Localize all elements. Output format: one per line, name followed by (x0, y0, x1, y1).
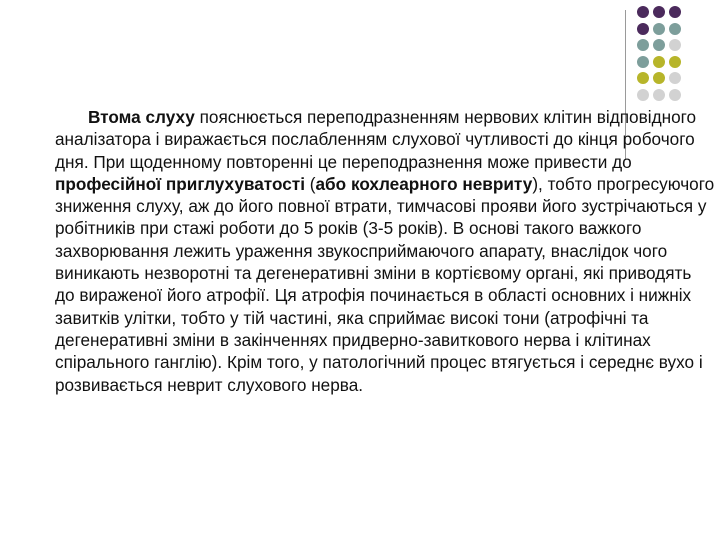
decorative-dot (637, 72, 649, 84)
decorative-dot (637, 89, 649, 101)
term-hearing-fatigue: Втома слуху (88, 107, 195, 127)
decorative-dot (653, 6, 665, 18)
text-segment: ( (305, 173, 316, 194)
decorative-dot (637, 6, 649, 18)
decorative-dot (637, 23, 649, 35)
decorative-dot (669, 72, 681, 84)
text-segment: ), тобто прогресуючого зниження слуху, аж до його повної втрати, тимчасові прояви його зустрічаються у робітників при стажі роботи до 5 років (3-5 років). В основі такого важкого захворювання лежить ураження звукосприймаючого апарату, внаслідок чого виникають незворотні та дегенеративні зміни в кортієвому органі, які приводять до вираженої його атрофії. Ця атрофія починається в області основних і нижніх завитків улітки, тобто у тій частині, яка сприймає високі тони (атрофічні та дегенеративні зміни в закінченнях придверно-завиткового нерва і клітинах спірального ганглію). Крім того, у патологічний процес втягується і середнє вухо і розвивається неврит слухового нерва. (55, 173, 715, 395)
decorative-dot (669, 6, 681, 18)
decorative-dot (653, 23, 665, 35)
term-cochlear-neuritis: або кохлеарного невриту (315, 173, 533, 194)
decorative-dot (669, 39, 681, 51)
decorative-dot (653, 89, 665, 101)
text-segment: пояснюється переподразненням нервових клітин відповідного аналізатора і виражається послабленням слухової чутливості до кінця робочого дня. При щоденному повторенні це переподразнення може привести до (55, 107, 697, 172)
decorative-dot-grid (637, 6, 720, 116)
decorative-dot (637, 39, 649, 51)
decorative-dot (653, 72, 665, 84)
term-professional-hearing-loss: професійної приглухуватості (55, 173, 305, 194)
decorative-dot (669, 23, 681, 35)
decorative-dot (653, 56, 665, 68)
decorative-dot (669, 56, 681, 68)
slide-body-text (55, 106, 715, 396)
decorative-dot (637, 56, 649, 68)
decorative-dot (653, 39, 665, 51)
decorative-dot (669, 89, 681, 101)
